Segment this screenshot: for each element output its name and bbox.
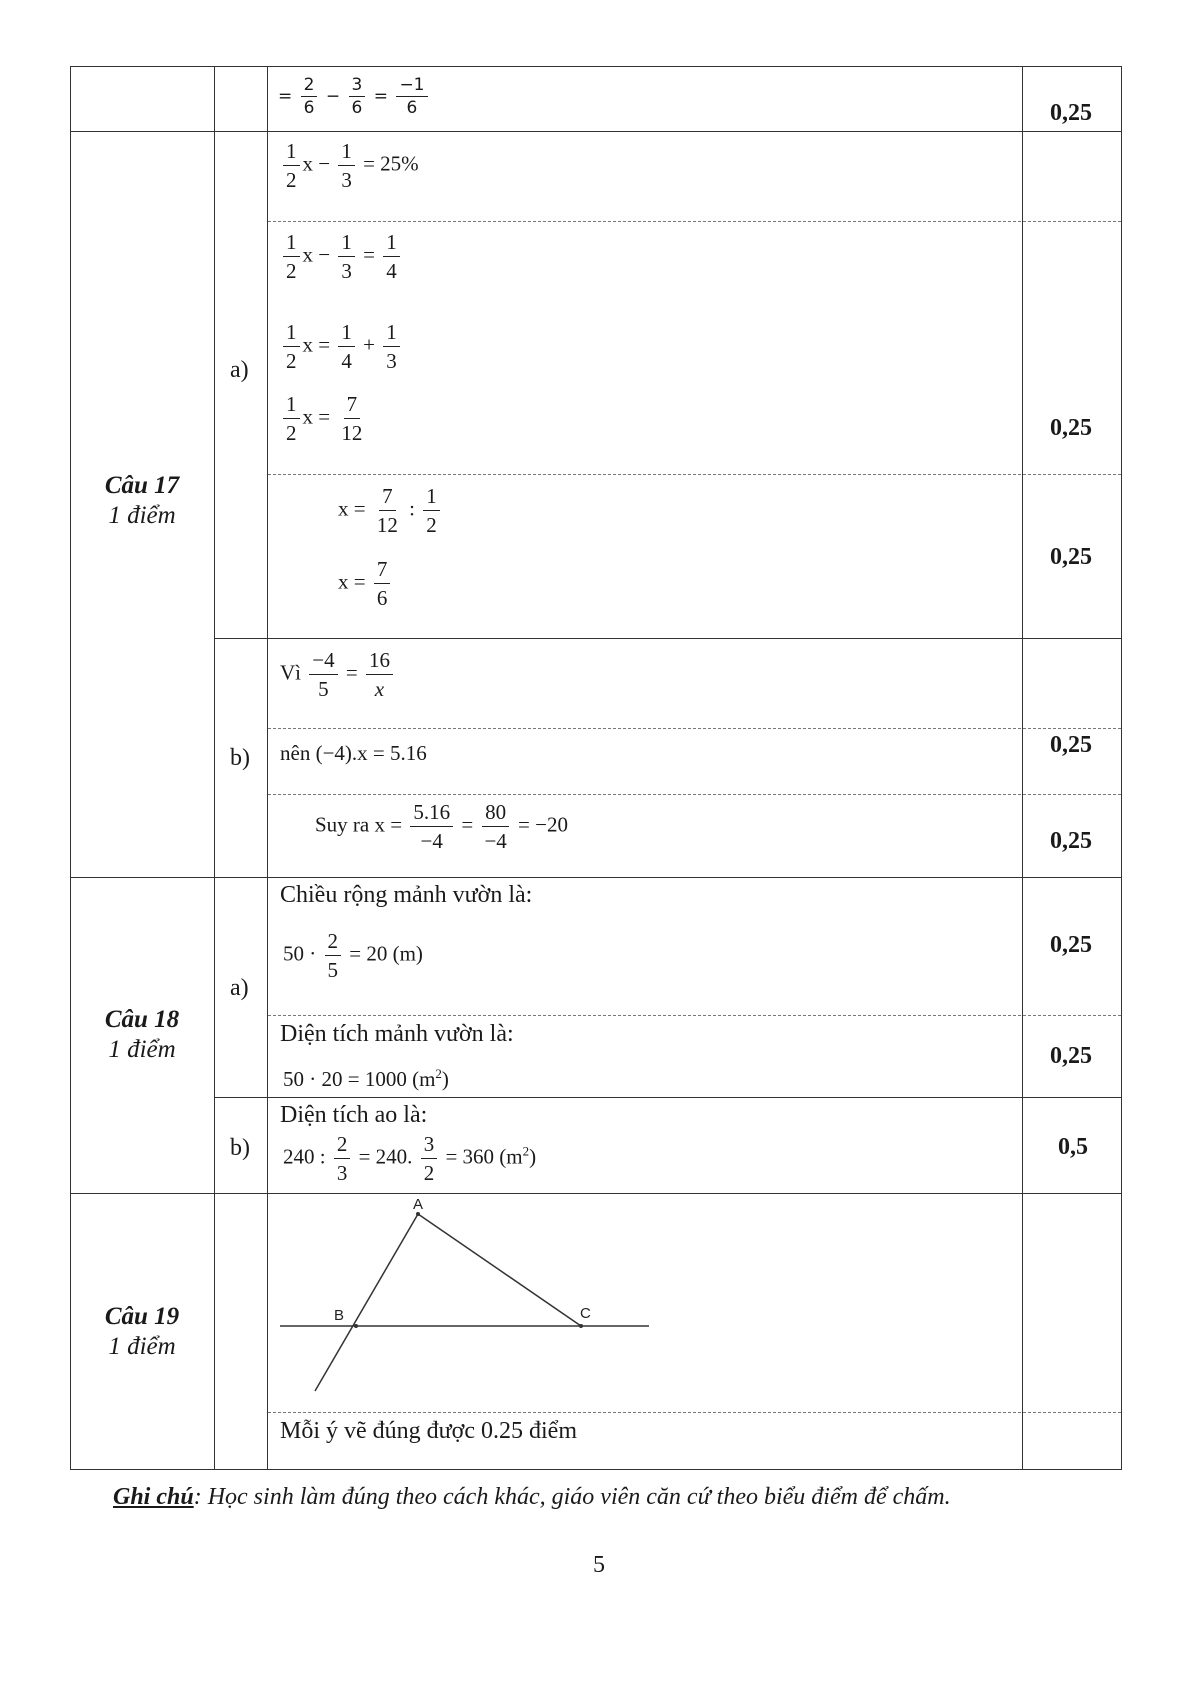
score-q17b-2: 0,25	[1050, 828, 1092, 854]
segment-ac	[418, 1214, 581, 1326]
score-q18a-1: 0,25	[1050, 932, 1092, 958]
subrow-divider	[268, 1412, 1121, 1413]
page-number: 5	[593, 1552, 605, 1578]
q17a-step6: x = $\frac{7}{6}$	[338, 555, 393, 612]
q19-label	[72, 1302, 212, 1362]
q18-part-a: a)	[230, 975, 249, 1001]
subrow-divider	[268, 794, 1121, 795]
q18a-text1: Chiều rộng mảnh vườn là:	[280, 882, 533, 908]
eq-sign: =	[278, 86, 293, 107]
subrow-divider	[268, 1015, 1121, 1016]
label-a: A	[413, 1196, 424, 1213]
part-divider-q18b	[214, 1097, 1122, 1098]
q18a-calc2: 50 · 20 = 1000 $(m^2)$	[283, 1066, 449, 1091]
q17a-step1: $\frac{1}{2}$ x − $\frac{1}{3}$ = 25%	[280, 137, 419, 194]
q17b-step2: nên (−4).x = 5.16	[280, 741, 427, 765]
q18a-text2: Diện tích mảnh vườn là:	[280, 1021, 514, 1047]
q17a-step3: $\frac{1}{2}$ x = $\frac{1}{4}$ + $\frac{1}{3}$	[280, 318, 403, 375]
footnote-label: Ghi chú	[113, 1484, 194, 1510]
label-c: C	[580, 1305, 591, 1322]
q17b-step3: Suy ra x = $\frac{5.16}{-4}$ = $\frac{80}{-4}$ = −20	[315, 800, 568, 853]
subrow-divider	[268, 728, 1121, 729]
q17a-step5: x = $\frac{7}{12}$ : $\frac{1}{2}$	[338, 482, 443, 539]
q19-text: Mỗi ý vẽ đúng được 0.25 điểm	[280, 1418, 577, 1444]
part-divider-q17b	[214, 638, 1122, 639]
q18b-calc: 240 : $\frac{2}{3}$ = 240. $\frac{3}{2}$ = 360 $(m^2)$	[283, 1132, 537, 1185]
q19-title: Câu 19	[104, 1303, 180, 1330]
score-top-row: 0,25	[1050, 100, 1092, 126]
point-b	[354, 1324, 358, 1328]
line-ab-extended	[315, 1214, 418, 1391]
footnote	[113, 1484, 951, 1511]
table-border-left	[70, 66, 71, 1470]
table-border-right	[1121, 66, 1122, 1470]
score-q17a-2: 0,25	[1050, 544, 1092, 570]
q17-part-a: a)	[230, 357, 249, 383]
q17b-step1: Vì $\frac{-4}{5}$ = $\frac{16}{x}$	[280, 646, 396, 703]
point-c	[579, 1324, 583, 1328]
q18b-text: Diện tích ao là:	[280, 1102, 428, 1128]
top-row-expression: = $\frac{2}{6}$ − $\frac{3}{6}$ = $\frac{-1}{6}$	[278, 74, 431, 119]
q17-points: 1 điểm	[108, 502, 176, 529]
q19-points: 1 điểm	[108, 1333, 176, 1360]
subrow-divider	[268, 221, 1121, 222]
q17a-step4: $\frac{1}{2}$ x = $\frac{7}{12}$	[280, 390, 368, 447]
score-q17b-1: 0,25	[1050, 732, 1092, 758]
q17-title: Câu 17	[104, 472, 180, 499]
q17-part-b: b)	[230, 745, 250, 771]
table-col-divider-1	[214, 66, 215, 1470]
q18-label	[72, 1005, 212, 1065]
q17-label	[72, 471, 212, 531]
table-border-bottom	[70, 1469, 1122, 1470]
table-border-top	[70, 66, 1122, 67]
q17a-step2: $\frac{1}{2}$ x − $\frac{1}{3}$ = $\frac{1}{4}$	[280, 228, 403, 285]
row-divider-q19	[70, 1193, 1122, 1194]
score-q18a-2: 0,25	[1050, 1043, 1092, 1069]
footnote-text: : Học sinh làm đúng theo cách khác, giáo viên căn cứ theo biểu điểm để chấm.	[193, 1484, 951, 1510]
row-divider-q17	[70, 131, 1122, 132]
label-b: B	[334, 1307, 345, 1324]
q18-points: 1 điểm	[108, 1036, 176, 1063]
subrow-divider	[268, 474, 1121, 475]
q18-part-b: b)	[230, 1135, 250, 1161]
q18a-calc1: 50 · $\frac{2}{5}$ = 20 (m)	[283, 929, 423, 982]
triangle-figure	[268, 1196, 668, 1411]
q18-title: Câu 18	[104, 1006, 180, 1033]
score-q17a-1: 0,25	[1050, 415, 1092, 441]
table-col-divider-3	[1022, 66, 1023, 1470]
row-divider-q18	[70, 877, 1122, 878]
score-q18b: 0,5	[1058, 1134, 1088, 1160]
